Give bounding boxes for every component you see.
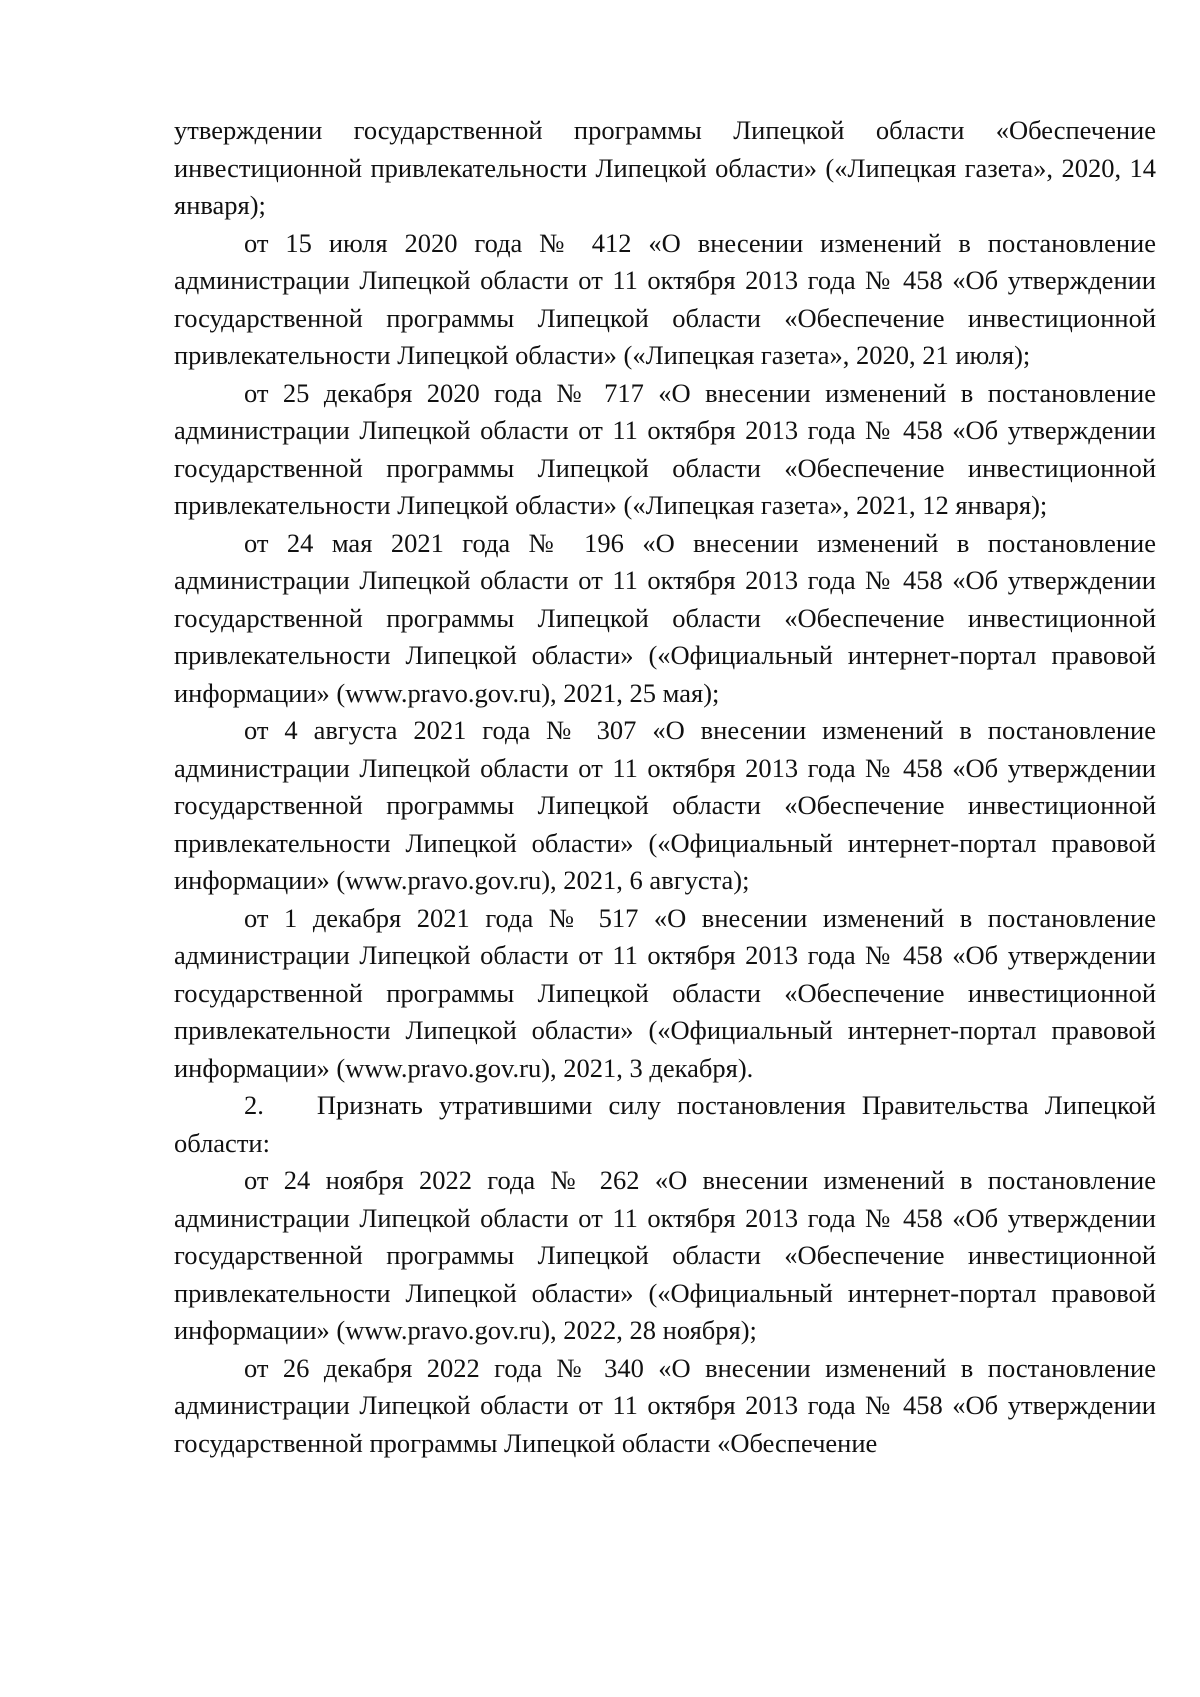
paragraph-amendment-412: от 15 июля 2020 года № 412 «О внесении изменений в постановление администрации Липецкой области от 11 октября 2013 года № 458 «Об утверждении государственной программы Липецкой области «Обеспечение инвестиционной привлекательности Липецкой области» («Липецкая газета», 2020, 21 июля); <box>174 227 1156 370</box>
paragraph-item-2: 2. Признать утратившими силу постановления Правительства Липецкой области: <box>174 1090 1156 1158</box>
paragraph-amendment-196: от 24 мая 2021 года № 196 «О внесении изменений в постановление администрации Липецкой области от 11 октября 2013 года № 458 «Об утверждении государственной программы Липецкой области «Обеспечение инвестиционной привлекательности Липецкой области» («Официальный интернет-портал правовой информации» (www.pravo.gov.ru), 2021, 25 мая); <box>174 527 1156 708</box>
paragraph-amendment-262: от 24 ноября 2022 года № 262 «О внесении изменений в постановление администрации Липецкой области от 11 октября 2013 года № 458 «Об утверждении государственной программы Липецкой области «Обеспечение инвестиционной привлекательности Липецкой области» («Официальный интернет-портал правовой информации» (www.pravo.gov.ru), 2022, 28 ноября); <box>174 1165 1156 1345</box>
paragraph-amendment-340: от 26 декабря 2022 года № 340 «О внесении изменений в постановление администрации Липецкой области от 11 октября 2013 года № 458 «Об утверждении государственной программы Липецкой области «Обеспечение <box>174 1352 1156 1458</box>
document-body <box>174 112 1156 1462</box>
paragraph-continuation: утверждении государственной программы Липецкой области «Обеспечение инвестиционной привлекательности Липецкой области» («Липецкая газета», 2020, 14 января); <box>174 115 1156 220</box>
paragraph-amendment-717: от 25 декабря 2020 года № 717 «О внесении изменений в постановление администрации Липецкой области от 11 октября 2013 года № 458 «Об утверждении государственной программы Липецкой области «Обеспечение инвестиционной привлекательности Липецкой области» («Липецкая газета», 2021, 12 января); <box>174 377 1156 520</box>
paragraph-amendment-307: от 4 августа 2021 года № 307 «О внесении изменений в постановление администрации Липецкой области от 11 октября 2013 года № 458 «Об утверждении государственной программы Липецкой области «Обеспечение инвестиционной привлекательности Липецкой области» («Официальный интернет-портал правовой информации» (www.pravo.gov.ru), 2021, 6 августа); <box>174 715 1156 895</box>
paragraph-amendment-517: от 1 декабря 2021 года № 517 «О внесении изменений в постановление администрации Липецкой области от 11 октября 2013 года № 458 «Об утверждении государственной программы Липецкой области «Обеспечение инвестиционной привлекательности Липецкой области» («Официальный интернет-портал правовой информации» (www.pravo.gov.ru), 2021, 3 декабря). <box>174 902 1156 1083</box>
